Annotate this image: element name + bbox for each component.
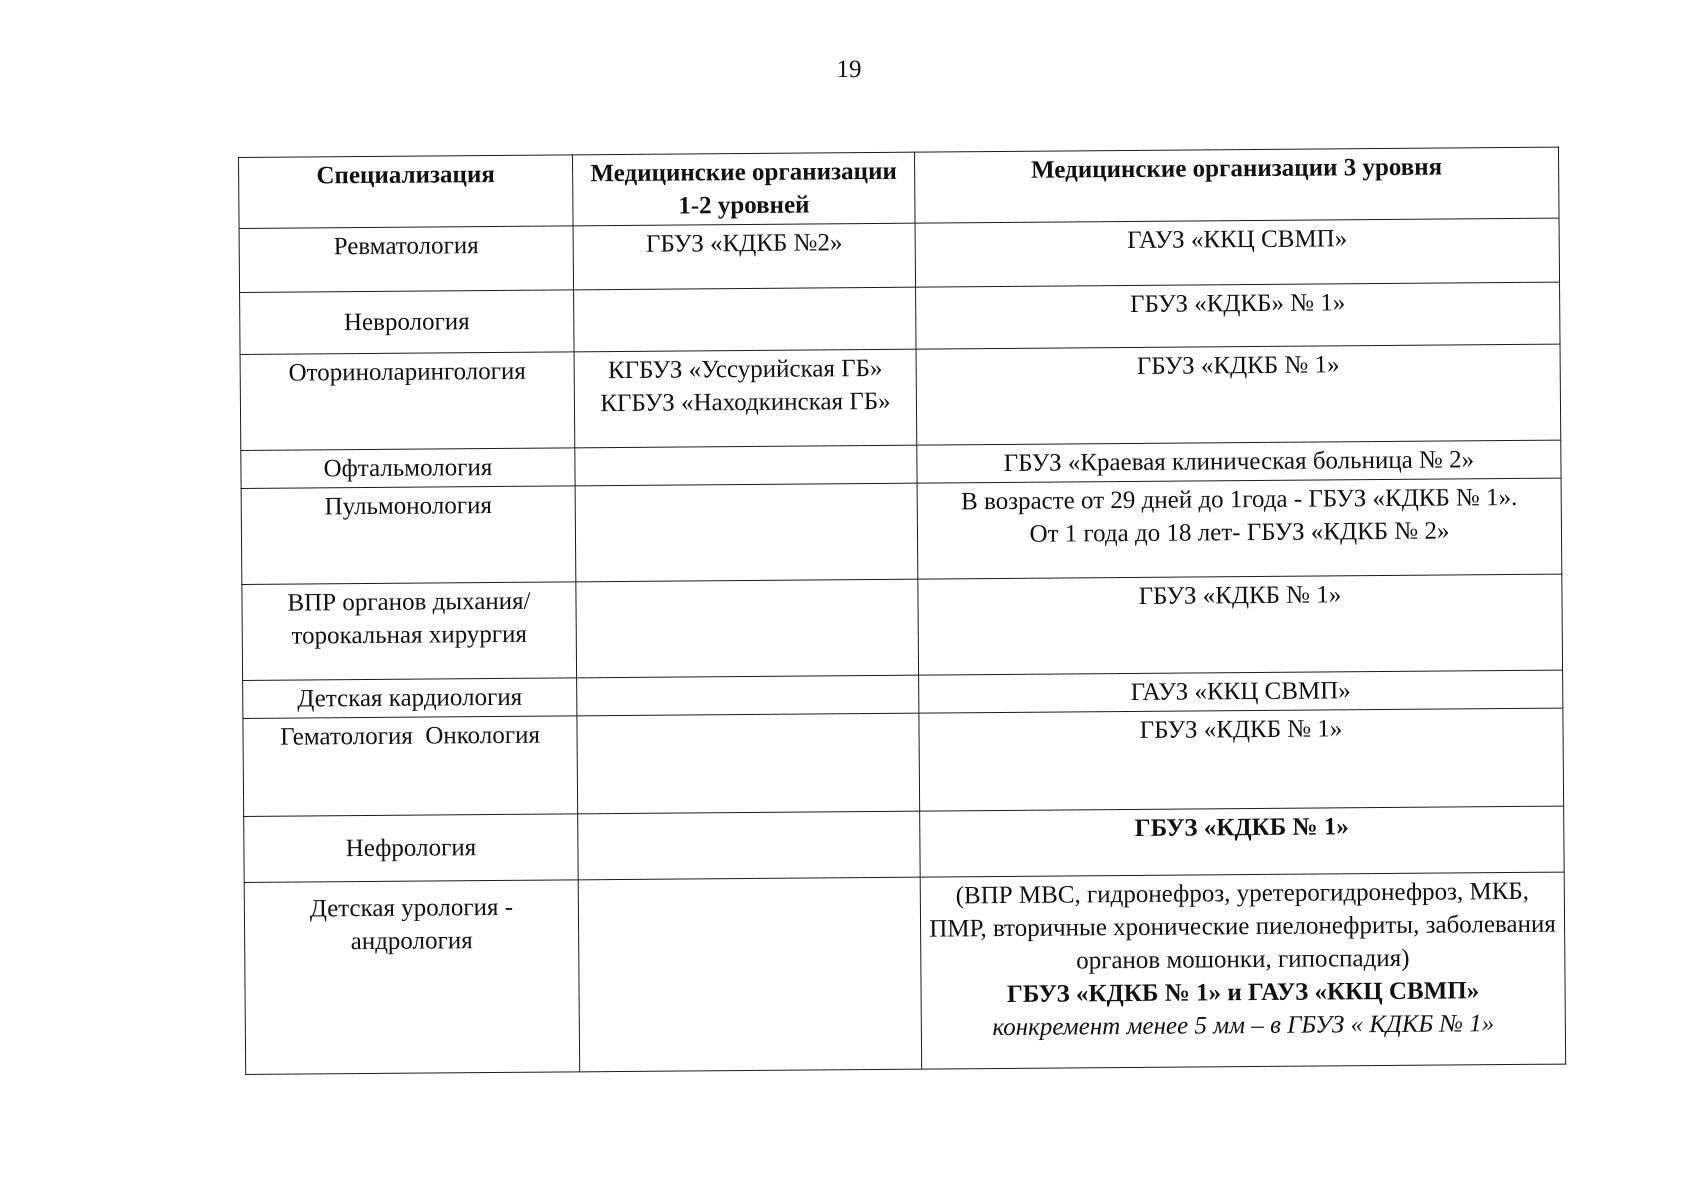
cell-specialization: Пульмонология <box>241 486 576 585</box>
org-name: ГБУЗ «КДКБ № 1» <box>1134 813 1349 842</box>
table-row <box>240 344 1561 450</box>
table-header-row <box>239 147 1560 228</box>
table-row <box>244 872 1565 1074</box>
cell-specialization: Офтальмология <box>241 448 575 489</box>
cell-level12 <box>574 349 917 448</box>
cell-specialization: Ревматология <box>239 226 573 293</box>
cell-level3 <box>916 282 1560 349</box>
document-sheet <box>238 147 1565 1075</box>
header-level3: Медицинские организации 3 уровня <box>914 147 1559 223</box>
cell-level12 <box>573 223 915 290</box>
cell-level12 <box>577 675 919 716</box>
cell-specialization: Детская кардиология <box>243 678 577 719</box>
org-name: ГБУЗ «КДКБ № 1» <box>1136 351 1340 380</box>
org-name: ГБУЗ «Краевая клиническая больница № 2» <box>1003 446 1475 477</box>
specialization-table <box>238 147 1566 1075</box>
table-row <box>244 806 1564 882</box>
cell-specialization: ВПР органов дыхания/торокальная хирургия <box>242 582 577 681</box>
table-row <box>242 574 1563 680</box>
org-name: ГАУЗ «ККЦ СВМП» <box>1130 677 1351 707</box>
cell-level12 <box>574 287 916 352</box>
age-rule: От 1 года до 18 лет- ГБУЗ «КДКБ № 2» <box>1029 517 1450 548</box>
cell-level3 <box>916 344 1561 445</box>
cell-level12 <box>575 445 917 486</box>
page-number: 19 <box>836 56 862 83</box>
org-name: ГБУЗ «КДКБ № 1» <box>1138 581 1342 610</box>
cell-level3 <box>920 806 1564 877</box>
age-rule: В возрасте от 29 дней до 1года - ГБУЗ «КДКБ № 1». <box>960 483 1518 516</box>
cell-level12 <box>575 483 918 582</box>
cell-level12 <box>576 579 919 678</box>
org-name: ГБУЗ «КДКБ № 1» <box>1139 715 1343 744</box>
cell-specialization: Нефрология <box>244 814 579 883</box>
stone-size-note: конкремент менее 5 мм – в ГБУЗ « КДКБ № 1» <box>992 1010 1495 1042</box>
header-specialization: Специализация <box>239 155 574 229</box>
org-name: КГБУЗ «Находкинская ГБ» <box>600 387 891 418</box>
header-level12: Медицинские организации 1-2 уровней <box>572 152 915 226</box>
org-name: ГАУЗ «ККЦ СВМП» <box>1127 225 1348 255</box>
cell-level3 <box>915 218 1559 287</box>
cell-level12 <box>578 877 921 1072</box>
cell-level3 <box>919 670 1563 713</box>
cell-level3 <box>918 574 1563 675</box>
org-name: ГБУЗ «КДКБ № 1» и ГАУЗ «ККЦ СВМП» <box>1006 977 1480 1008</box>
cell-specialization: Оториноларингология <box>240 352 575 451</box>
indications-note: (ВПР МВС, гидронефроз, уретерогидронефроз, МКБ, ПМР, вторичные хронические пиелонефриты, заболевания органов мошонки, гипоспадия) <box>929 877 1556 975</box>
cell-specialization: Гематология Онкология <box>243 716 578 817</box>
org-name: КГБУЗ «Уссурийская ГБ» <box>607 354 883 385</box>
cell-specialization: Неврология <box>240 290 574 355</box>
table-row <box>241 478 1562 584</box>
table-row <box>243 708 1564 816</box>
org-name: ГБУЗ «КДКБ» № 1» <box>1129 289 1346 318</box>
cell-level3 <box>917 478 1562 579</box>
cell-level3 <box>919 708 1564 811</box>
table-row <box>239 218 1559 292</box>
table-row <box>240 282 1560 354</box>
org-name: ГБУЗ «КДКБ №2» <box>645 229 843 258</box>
cell-specialization: Детская урология - андрология <box>244 880 579 1075</box>
cell-level3 <box>917 440 1561 483</box>
cell-level12 <box>577 713 920 814</box>
cell-level3 <box>920 872 1565 1069</box>
cell-level12 <box>578 811 921 880</box>
